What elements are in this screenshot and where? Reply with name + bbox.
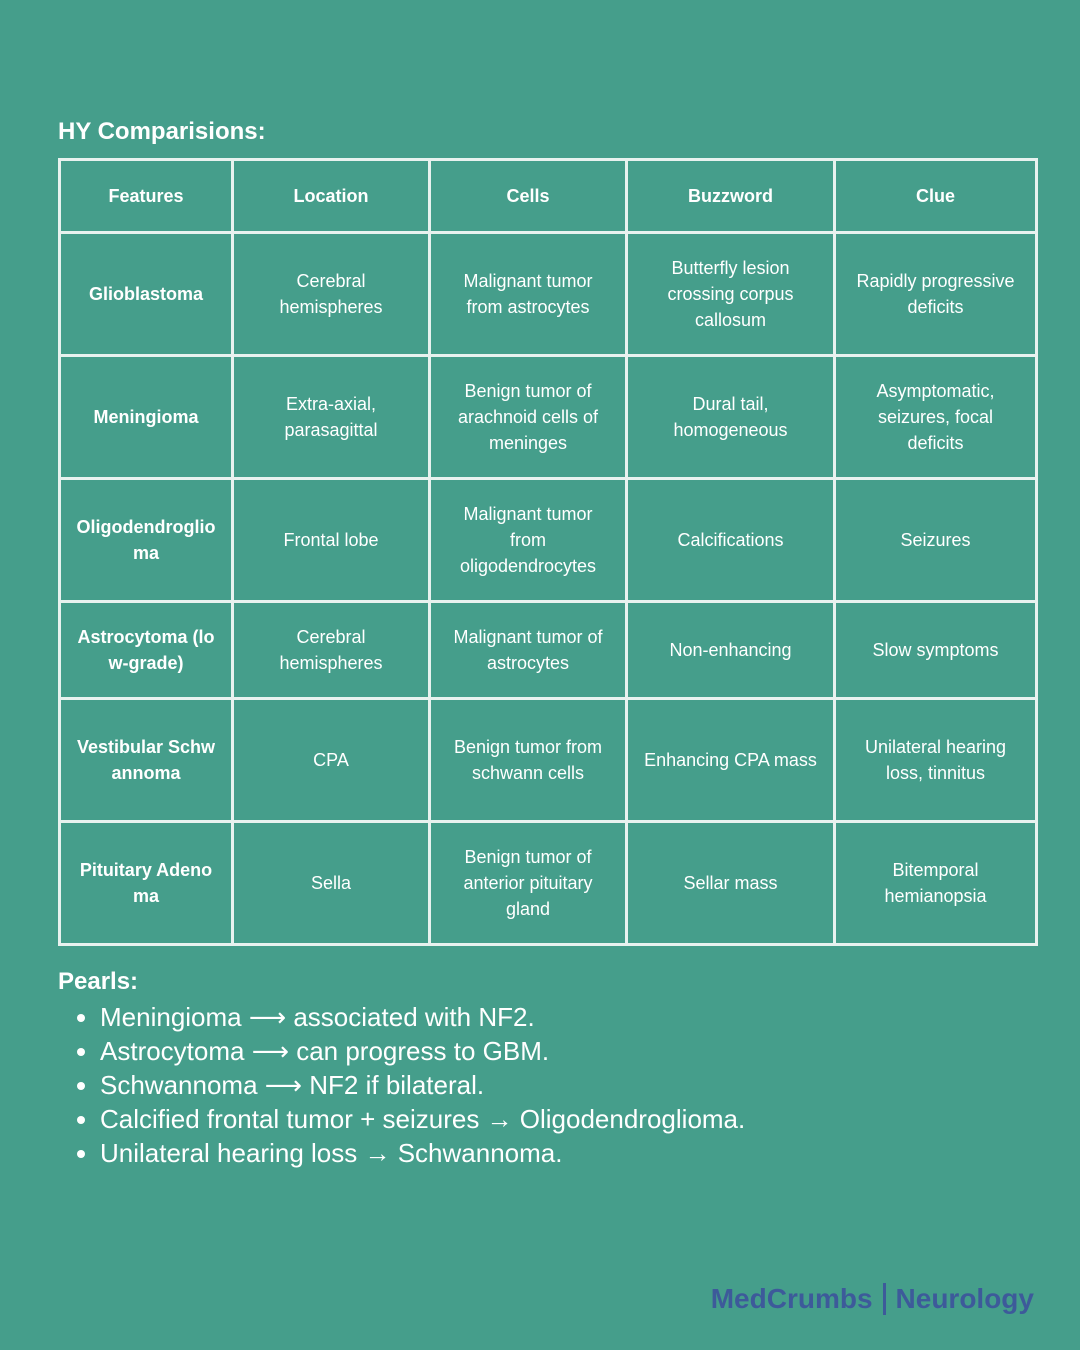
cells-cell: Malignant tumor of astrocytes bbox=[430, 602, 627, 699]
page-title: HY Comparisions: bbox=[58, 118, 266, 145]
location-cell: Sella bbox=[233, 822, 430, 945]
feature-cell: Oligodendroglioma bbox=[60, 479, 233, 602]
list-item: • Unilateral hearing loss → Schwannoma. bbox=[100, 1136, 745, 1170]
buzzword-cell: Sellar mass bbox=[627, 822, 835, 945]
header-features: Features bbox=[60, 160, 233, 233]
comparison-table bbox=[58, 158, 1038, 946]
location-cell: Extra-axial, parasagittal bbox=[233, 356, 430, 479]
clue-cell: Rapidly progressive deficits bbox=[835, 233, 1037, 356]
clue-cell: Unilateral hearing loss, tinnitus bbox=[835, 699, 1037, 822]
feature-cell: Meningioma bbox=[60, 356, 233, 479]
feature-cell: Vestibular Schwannoma bbox=[60, 699, 233, 822]
clue-cell: Bitemporal hemianopsia bbox=[835, 822, 1037, 945]
location-cell: Frontal lobe bbox=[233, 479, 430, 602]
clue-cell: Asymptomatic, seizures, focal deficits bbox=[835, 356, 1037, 479]
table-row bbox=[60, 356, 1037, 479]
list-item: • Calcified frontal tumor + seizures → Oligodendroglioma. bbox=[100, 1102, 745, 1136]
cells-cell: Benign tumor of arachnoid cells of meninges bbox=[430, 356, 627, 479]
list-item: • Schwannoma ⟶ NF2 if bilateral. bbox=[100, 1068, 745, 1102]
cells-cell: Malignant tumor from astrocytes bbox=[430, 233, 627, 356]
table-row bbox=[60, 699, 1037, 822]
buzzword-cell: Non-enhancing bbox=[627, 602, 835, 699]
cells-cell: Benign tumor from schwann cells bbox=[430, 699, 627, 822]
pearls-title: Pearls: bbox=[58, 968, 139, 995]
feature-cell: Pituitary Adenoma bbox=[60, 822, 233, 945]
cells-cell: Malignant tumor from oligodendrocytes bbox=[430, 479, 627, 602]
clue-cell: Slow symptoms bbox=[835, 602, 1037, 699]
location-cell: Cerebral hemispheres bbox=[233, 602, 430, 699]
location-cell: Cerebral hemispheres bbox=[233, 233, 430, 356]
table-row bbox=[60, 822, 1037, 945]
buzzword-cell: Enhancing CPA mass bbox=[627, 699, 835, 822]
brand-section: Neurology bbox=[895, 1283, 1034, 1314]
brand-name: MedCrumbs bbox=[710, 1283, 873, 1314]
table-header-row bbox=[60, 160, 1037, 233]
feature-cell: Glioblastoma bbox=[60, 233, 233, 356]
pearls-list bbox=[58, 1000, 745, 1170]
header-clue: Clue bbox=[835, 160, 1037, 233]
list-item: • Meningioma ⟶ associated with NF2. bbox=[100, 1000, 745, 1034]
buzzword-cell: Calcifications bbox=[627, 479, 835, 602]
location-cell: CPA bbox=[233, 699, 430, 822]
buzzword-cell: Dural tail, homogeneous bbox=[627, 356, 835, 479]
header-cells: Cells bbox=[430, 160, 627, 233]
feature-cell: Astrocytoma (low-grade) bbox=[60, 602, 233, 699]
header-buzzword: Buzzword bbox=[627, 160, 835, 233]
table-row bbox=[60, 602, 1037, 699]
buzzword-cell: Butterfly lesion crossing corpus callosum bbox=[627, 233, 835, 356]
brand-footer bbox=[711, 1283, 1034, 1315]
table-row bbox=[60, 233, 1037, 356]
header-location: Location bbox=[233, 160, 430, 233]
list-item: • Astrocytoma ⟶ can progress to GBM. bbox=[100, 1034, 745, 1068]
clue-cell: Seizures bbox=[835, 479, 1037, 602]
brand-divider bbox=[883, 1283, 886, 1315]
cells-cell: Benign tumor of anterior pituitary gland bbox=[430, 822, 627, 945]
table-row bbox=[60, 479, 1037, 602]
